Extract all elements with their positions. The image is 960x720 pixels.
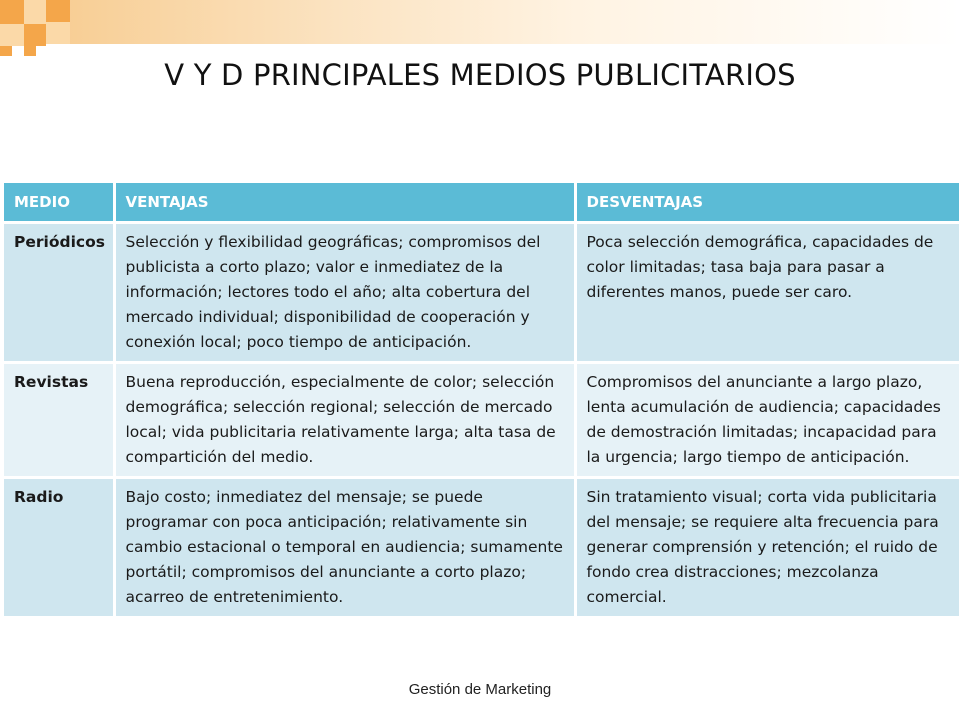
header-gradient-bar (0, 0, 960, 44)
cell-ventajas: Selección y flexibilidad geográficas; compromisos del publicista a corto plazo; valor e inmediatez de la información; lectores todo el año; alta cobertura del mercado individual; disponibilidad de cooperación y conexión local; poco tiempo de anticipación. (114, 223, 575, 363)
cell-medio: Periódicos (4, 223, 114, 363)
cell-ventajas: Buena reproducción, especialmente de color; selección demográfica; selección regional; selección de mercado local; vida publicitaria relativamente larga; alta tasa de compartición del medio. (114, 363, 575, 478)
slide-footer: Gestión de Marketing (408, 681, 552, 698)
cell-desventajas: Poca selección demográfica, capacidades de color limitadas; tasa baja para pasar a diferentes manos, puede ser caro. (575, 223, 960, 363)
cell-desventajas: Sin tratamiento visual; corta vida publicitaria del mensaje; se requiere alta frecuencia para generar comprensión y retención; el ruido de fondo crea distracciones; mezcolanza comercial. (575, 478, 960, 617)
table-row (4, 478, 960, 617)
cell-medio: Radio (4, 478, 114, 617)
media-comparison-table (4, 183, 960, 616)
cell-ventajas: Bajo costo; inmediatez del mensaje; se puede programar con poca anticipación; relativamente sin cambio estacional o temporal en audiencia; sumamente portátil; compromisos del anunciante a corto plazo; acarreo de entretenimiento. (114, 478, 575, 617)
cell-desventajas: Compromisos del anunciante a largo plazo, lenta acumulación de audiencia; capacidades de demostración limitadas; incapacidad para la urgencia; largo tiempo de anticipación. (575, 363, 960, 478)
decor-square (24, 46, 36, 56)
decor-square (46, 22, 70, 44)
decor-square (24, 24, 46, 46)
column-header-desventajas: DESVENTAJAS (575, 183, 960, 223)
decor-square (24, 0, 46, 24)
table-row (4, 223, 960, 363)
column-header-medio: MEDIO (4, 183, 114, 223)
column-header-ventajas: VENTAJAS (114, 183, 575, 223)
table-header-row (4, 183, 960, 223)
decor-square (46, 0, 70, 22)
cell-medio: Revistas (4, 363, 114, 478)
decor-square (0, 46, 12, 56)
decor-square (0, 0, 24, 24)
table-row (4, 363, 960, 478)
slide-title: V Y D PRINCIPALES MEDIOS PUBLICITARIOS (164, 58, 796, 92)
decor-square (0, 24, 24, 46)
